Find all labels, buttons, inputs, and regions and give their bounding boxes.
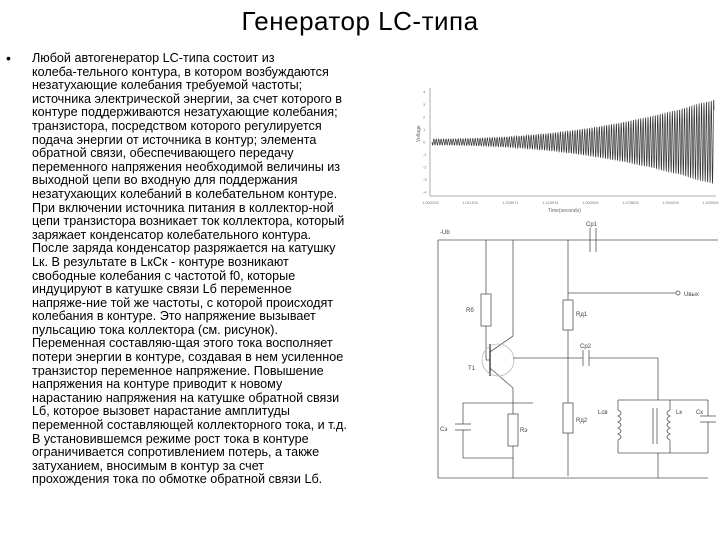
resistor-rd1: [563, 300, 573, 330]
label-re: Rэ: [520, 428, 528, 434]
label-rb: Rб: [466, 308, 474, 314]
graph-x-tick: 1.000200: [422, 200, 439, 205]
label-rd2: Rд2: [576, 418, 588, 424]
circuit-schematic: [418, 218, 718, 510]
waveform-line: [432, 100, 714, 184]
label-ck: Cк: [696, 410, 703, 416]
graph-y-tick: 0: [423, 139, 426, 145]
graph-y-tick: 3: [423, 102, 426, 107]
body-text: Любой автогенератор LC-типа состоит из колеба-тельного контура, в котором возбуждаются незатухающие колебания требуемой частоты; источника электрической энергии, за счет которого в контуре поддерживаются незатухающие колебания; транзистора, посредством которого регулируется подача энергии от источника в контур; элемента обратной связи, обеспечивающего передачу переменного напряжения необходимой величины из выходной цепи во входную для поддержания незатухающих колебаний в колебательном контуре. При включении источника питания в коллектор-ной цепи транзистора возникает ток коллектора, который заряжает конденсатор колебательного контура. После заряда конденсатор разряжается на катушку Lк. В результате в LкCк - контуре возникают свободные колебания с частотой f0, которые индуцируют в катушке связи Lб переменное напряже-ние той же частоты, с которой происходят колебания в контуре. Это напряжение вызывает пульсацию тока коллектора (см. рисунок). Переменная составляю-щая этого тока восполняет потери энергии в контуре, создавая в нем усиленное транзистор переменное напряжение. Повышение напряжения на контуре приводит к новому нарастанию напряжения на катушке обратной связи Lб, которое вызовет нарастание амплитуды переменной составляющей коллекторного тока, и т.д. В установившемся режиме рост тока в контуре ограничивается сопротивлением потерь, а также затуханием, вносимым в контур за счет прохождения тока по обмотке обратной связи Lб.: [32, 51, 347, 487]
label-lk: Lк: [676, 410, 682, 416]
output-terminal: [676, 291, 680, 295]
graph-x-tick: 1.228071: [502, 200, 519, 205]
graph-x-tick: 1.100000: [702, 200, 719, 205]
graph-x-tick-labels: [422, 200, 719, 205]
label-cp2: Cp2: [580, 344, 592, 350]
graph-y-tick: -2: [423, 164, 427, 170]
oscillation-graph: [418, 78, 718, 218]
resistor-rd2: [563, 403, 573, 433]
resistor-re: [508, 414, 518, 446]
label-out: Uвых: [684, 292, 699, 298]
graph-x-tick: 1.075625: [622, 200, 639, 205]
graph-y-tick: 1: [423, 127, 426, 132]
graph-y-tick: -3: [423, 177, 427, 182]
label-rd1: Rд1: [576, 312, 588, 318]
label-ce: Cэ: [440, 427, 448, 433]
graph-y-label: Voltage: [416, 125, 422, 142]
graph-y-tick: -4: [423, 189, 427, 195]
inductor-lk: [667, 410, 670, 440]
inductor-lsv: [618, 410, 621, 440]
label-lsv: Lсв: [598, 410, 608, 416]
label-t1: T1: [468, 366, 476, 372]
graph-x-tick: 1.094009: [662, 200, 679, 205]
graph-y-tick-labels: [423, 90, 427, 195]
label-cp1: Cp1: [586, 222, 598, 228]
label-supply: -Ub: [440, 230, 450, 236]
graph-y-tick: -1: [423, 152, 427, 157]
graph-x-tick: 1.000000: [582, 200, 599, 205]
resistor-rb: [481, 294, 491, 326]
slide-title: Генератор LC-типа: [241, 6, 479, 36]
graph-x-tick: 1.011511: [462, 200, 479, 205]
graph-x-label: Time(seconds): [548, 208, 581, 214]
graph-x-tick: 1.143931: [542, 200, 559, 205]
bullet-marker: •: [6, 50, 11, 66]
graph-y-tick: 4: [423, 89, 426, 95]
graph-y-tick: 2: [423, 114, 426, 120]
